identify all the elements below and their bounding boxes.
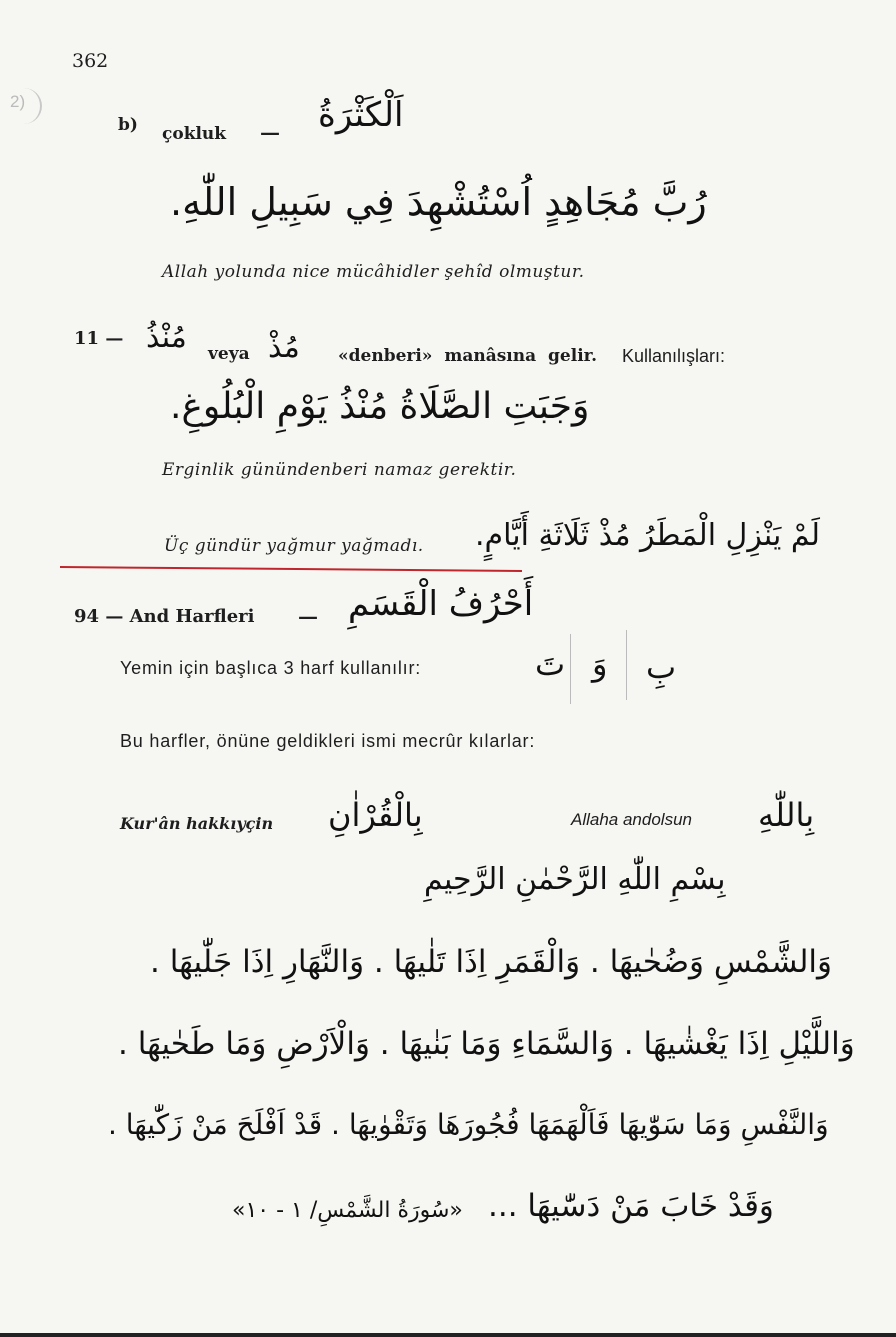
section-b-term: çokluk	[162, 124, 227, 144]
letter-separator-2	[626, 630, 627, 700]
section-b-translation: Allah yolunda nice mücâhidler şehîd olmuştur.	[162, 262, 585, 282]
section-b-example-arabic: رُبَّ مُجَاهِدٍ اُسْتُشْهِدَ فِي سَبِيلِ اللّٰهِ.	[170, 180, 707, 224]
example2-translation: Üç gündür yağmur yağmadı.	[164, 536, 424, 556]
quran-line-3: وَالنَّفْسِ وَمَا سَوّٰيهَا فَاَلْهَمَهَا فُجُورَهَا وَتَقْوٰيهَا . قَدْ اَفْلَحَ مَنْ زَكّٰيهَا .	[108, 1108, 829, 1141]
example-a-arabic: بِالْقُرْاٰنِ	[328, 796, 423, 834]
quran-line-2: وَاللَّيْلِ اِذَا يَغْشٰيهَا . وَالسَّمَاءِ وَمَا بَنٰيهَا . وَالْاَرْضِ وَمَا طَحٰيهَا .	[118, 1026, 855, 1062]
page-number: 362	[72, 50, 109, 72]
example-a-translation: Kur'ân hakkıyçin	[120, 814, 274, 833]
margin-note: 2)	[10, 92, 26, 111]
oath-letter-ta: تَ	[535, 645, 566, 683]
quran-line-1: وَالشَّمْسِ وَضُحٰيهَا . وَالْقَمَرِ اِذَا تَلٰيهَا . وَالنَّهَارِ اِذَا جَلّٰيهَا .	[150, 944, 832, 980]
page-bottom-edge	[0, 1333, 896, 1337]
section-11-desc-normal: Kullanılışları:	[622, 346, 726, 366]
surah-reference: «سُورَةُ الشَّمْسِ/ ١ - ١٠»	[232, 1198, 463, 1223]
oath-letter-waw: وَ	[592, 645, 608, 683]
section-94-heading: 94 — And Harfleri	[74, 606, 255, 627]
section-94-arabic: أَحْرُفُ الْقَسَمِ	[348, 584, 534, 624]
example2-arabic: لَمْ يَنْزِلِ الْمَطَرُ مُذْ ثَلَاثَةِ أَيَّامٍ.	[475, 518, 820, 553]
section-11-veya: veya	[208, 344, 250, 364]
section-94-line1: Yemin için başlıca 3 harf kullanılır:	[120, 658, 422, 678]
section-11-desc-bold: «denberi» manâsına gelir.	[338, 346, 597, 366]
section-b-arabic: اَلْكَثْرَةُ	[318, 95, 404, 135]
example1-translation: Erginlik günündenberi namaz gerektir.	[162, 460, 517, 480]
section-11-number: 11 —	[74, 328, 124, 349]
section-11-arabic-2: مُذْ	[268, 330, 300, 365]
section-11-arabic-1: مُنْذُ	[146, 320, 187, 355]
basmala: بِسْمِ اللّٰهِ الرَّحْمٰنِ الرَّحِيمِ	[424, 862, 726, 897]
oath-letter-ba: بِ	[646, 648, 677, 686]
quran-line-4: وَقَدْ خَابَ مَنْ دَسّٰيهَا ...	[488, 1188, 774, 1224]
example-b-translation: Allaha andolsun	[571, 810, 692, 829]
section-b-label: b)	[118, 115, 138, 135]
section-94-line2: Bu harfler, önüne geldikleri ismi mecrûr kılarlar:	[120, 731, 536, 751]
red-underline	[60, 566, 522, 572]
section-94-dash: —	[298, 604, 318, 628]
example-b-arabic: بِاللّٰهِ	[758, 796, 815, 834]
example1-arabic: وَجَبَتِ الصَّلَاةُ مُنْذُ يَوْمِ الْبُلُوغِ.	[170, 386, 590, 427]
section-b-dash: —	[260, 120, 280, 144]
letter-separator-1	[570, 634, 571, 704]
